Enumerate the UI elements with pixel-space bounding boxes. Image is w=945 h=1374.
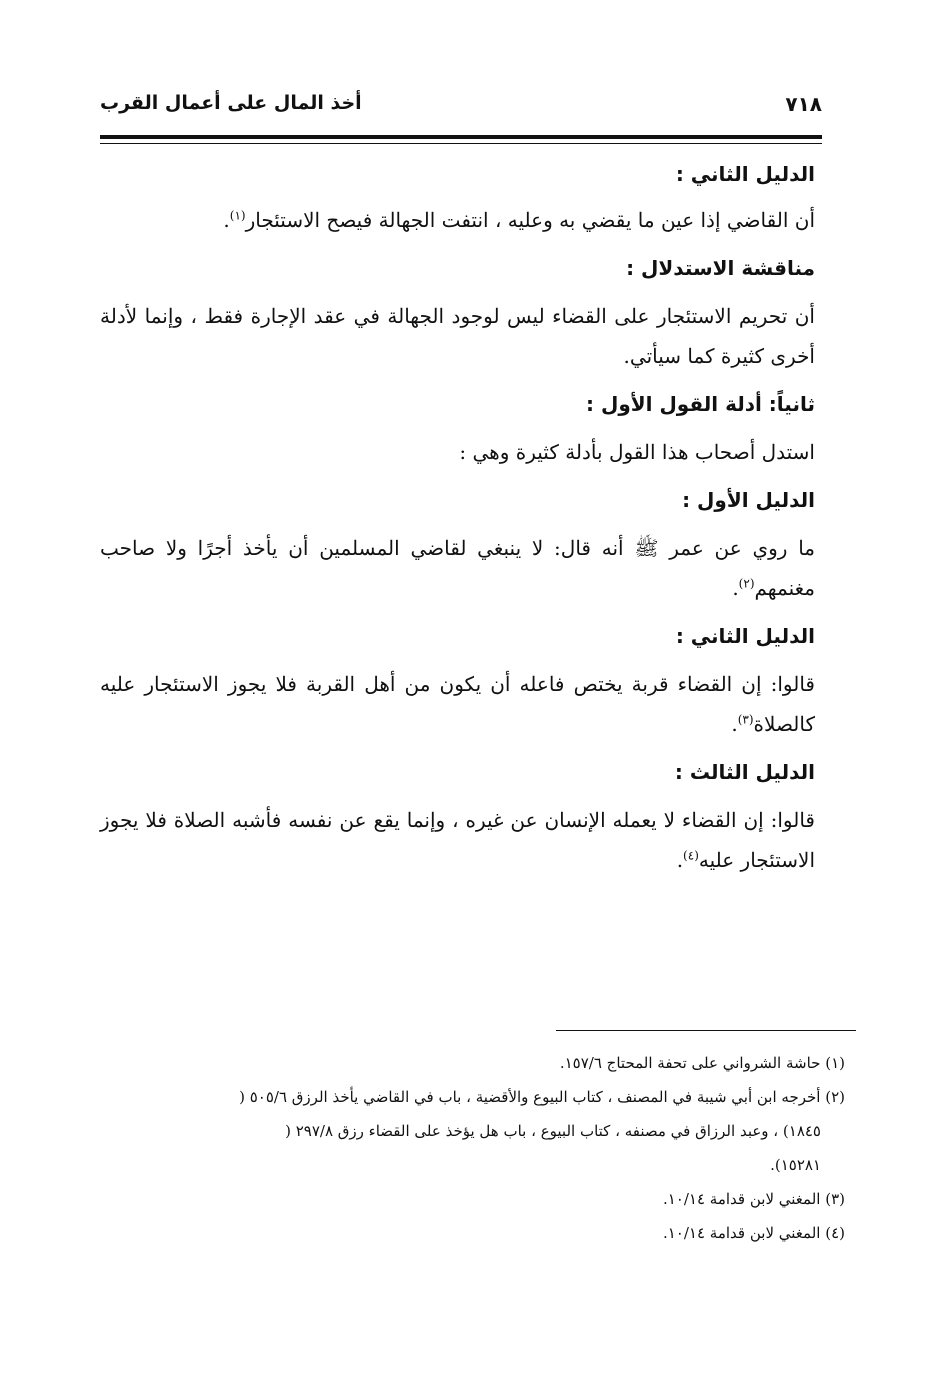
section-heading: مناقشة الاستدلال :: [626, 256, 815, 280]
section-heading: الدليل الثاني :: [675, 624, 815, 648]
section-heading: الدليل الثالث :: [674, 760, 815, 784]
paragraph: [100, 528, 815, 608]
footnote-ref: (١): [229, 208, 246, 223]
paragraph: [100, 664, 815, 744]
page-header: [100, 92, 822, 134]
footnote-2: (٢) أخرجه ابن أبي شيبة في المصنف ، كتاب البيوع والأقضية ، باب في القاضي يأخذ الرزق ٥٠٥/٦ (: [239, 1088, 845, 1106]
section-heading: الدليل الثاني :: [675, 162, 815, 186]
footnote-2-continued: ١٨٤٥) ، وعبد الرزاق في مصنفه ، كتاب البيوع ، باب هل يؤخذ على القضاء رزق ٢٩٧/٨ (: [285, 1122, 821, 1140]
paragraph-text: قالوا: إن القضاء قربة يختص فاعله أن يكون من أهل القربة فلا يجوز الاستئجار عليه كالصلاة: [100, 672, 815, 736]
header-rule-thin: [100, 143, 822, 144]
footnote-separator: [556, 1030, 856, 1031]
footnotes: [100, 1046, 845, 1250]
paragraph-end: .: [732, 576, 739, 600]
section-heading: ثانياً: أدلة القول الأول :: [586, 392, 815, 416]
footnote-1: (١) حاشة الشرواني على تحفة المحتاج ١٥٧/٦.: [559, 1054, 845, 1072]
paragraph-end: .: [731, 712, 738, 736]
page-number: ٧١٨: [785, 92, 822, 116]
footnote-ref: (٤): [683, 848, 699, 863]
paragraph-text: أن القاضي إذا عين ما يقضي به وعليه ، انتفت الجهالة فيصح الاستئجار: [245, 208, 815, 232]
header-rule-thick: [100, 135, 822, 139]
footnote-2-end: ١٥٢٨١).: [770, 1156, 821, 1174]
running-title: أخذ المال على أعمال القرب: [100, 92, 362, 114]
footnote-ref: (٢): [738, 576, 755, 591]
paragraph-end: .: [676, 848, 684, 872]
paragraph-text: قالوا: إن القضاء لا يعمله الإنسان عن غيره ، وإنما يقع عن نفسه فأشبه الصلاة فلا يجوز الاستئجار عليه: [100, 808, 815, 872]
paragraph: [100, 200, 815, 240]
footnote-4: (٤) المغني لابن قدامة ١٠/١٤.: [662, 1224, 845, 1242]
paragraph: أن تحريم الاستئجار على القضاء ليس لوجود الجهالة في عقد الإجارة فقط ، وإنما لأدلة أخرى كثيرة كما سيأتي.: [100, 304, 815, 368]
footnote-ref: (٣): [737, 712, 754, 727]
paragraph-end: .: [223, 208, 230, 232]
paragraph: استدل أصحاب هذا القول بأدلة كثيرة وهي :: [459, 440, 815, 464]
paragraph-text: ما روي عن عمر ﷺ أنه قال: لا ينبغي لقاضي المسلمين أن يأخذ أجرًا ولا صاحب مغنمهم: [100, 536, 815, 600]
main-text: [100, 160, 815, 880]
section-heading: الدليل الأول :: [682, 488, 815, 512]
footnote-3: (٣) المغني لابن قدامة ١٠/١٤.: [662, 1190, 845, 1208]
paragraph: [100, 800, 815, 880]
